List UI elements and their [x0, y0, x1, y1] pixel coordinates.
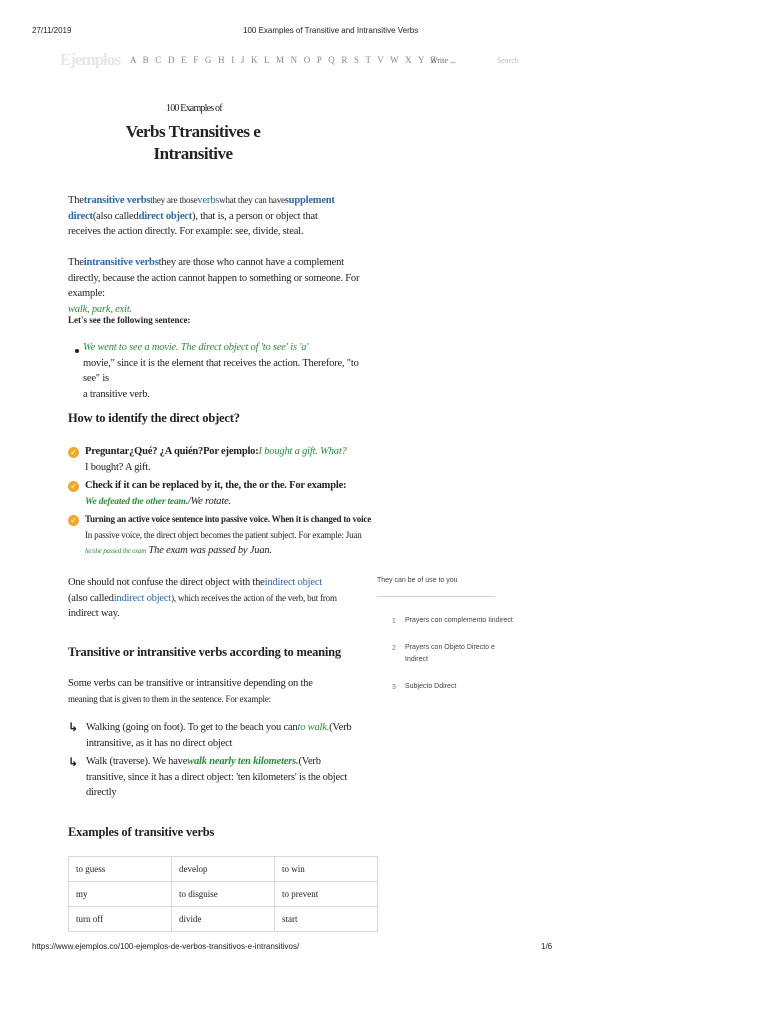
arrow-item-1	[86, 720, 376, 751]
table-cell: to guess	[69, 857, 172, 882]
arrow-text: Walk (traverse). We have	[86, 756, 188, 767]
meaning-intro	[68, 676, 368, 707]
intro-text: ), that is, a person or object that	[192, 210, 318, 222]
heading-examples: Examples of transitive verbs	[68, 825, 215, 839]
indirect-text: (also called	[68, 592, 114, 604]
table-row	[69, 907, 378, 932]
link-verbs[interactable]: verbs	[197, 195, 220, 206]
check-icon: ✓	[68, 481, 79, 492]
arrow-icon: ↳	[68, 755, 79, 769]
arrow-text: Walking (going on foot). To get to the beach you can	[86, 722, 298, 733]
lets-see-label: Let's see the following sentence:	[68, 315, 191, 325]
bullet-dot	[75, 349, 79, 353]
indirect-text: One should not confuse the direct object with the	[68, 577, 265, 588]
meaning-text: meaning that is given to them in the sentence. For example:	[68, 693, 271, 704]
sidebar-link-text: Prayers con Objeto Directo e	[405, 644, 495, 651]
table-cell: turn off	[69, 907, 172, 932]
intransitive-paragraph	[68, 255, 368, 317]
intro-text: (also called	[92, 210, 139, 222]
indirect-paragraph	[68, 575, 368, 622]
meaning-text: Some verbs can be transitive or intransitive depending on the	[68, 678, 313, 689]
search-input[interactable]: Search	[497, 56, 519, 65]
link-indirect-object[interactable]: indirect object	[264, 577, 323, 588]
bullet-item	[83, 340, 373, 402]
check-green: We defeated the other team.	[85, 496, 188, 507]
alphabet-nav[interactable]: A B C D E F G H I J K L M N O P Q R S T V W X Y Z	[130, 55, 437, 65]
sidebar-link-3[interactable]: Subjecto Ddirect	[405, 683, 457, 690]
table-cell: divide	[172, 907, 275, 932]
sidebar-divider	[377, 596, 495, 597]
sidebar-number: 3	[392, 684, 396, 691]
intrans-examples: walk, park, exit.	[68, 303, 132, 315]
arrow-text: directly	[86, 787, 117, 798]
table-cell: my	[69, 882, 172, 907]
title-line-2: Intransitive	[153, 144, 233, 163]
link-indirect-object-2[interactable]: indirect object	[113, 592, 172, 604]
sidebar-link-text: Indirect	[405, 656, 428, 663]
arrow-text: (Verb	[329, 722, 352, 733]
heading-identify: How to identify the direct object?	[68, 411, 240, 425]
intro-text: they are those	[150, 195, 198, 205]
print-date: 27/11/2019	[32, 26, 72, 35]
page-title	[98, 121, 288, 165]
intro-text: The	[68, 195, 84, 206]
check-text: In passive voice, the direct object becomes the patient subject. For example: Juan	[85, 529, 362, 540]
intro-text: receives the action directly. For example: see, divide, steal.	[68, 226, 304, 237]
sidebar-number: 1	[392, 618, 396, 625]
arrow-item-2	[86, 754, 376, 801]
print-page-number: 1/6	[541, 942, 553, 951]
indirect-text: ), which receives the action of the verb, but from	[171, 592, 337, 603]
check-bold: Turning an active voice sentence into passive voice. When it is changed to voice	[85, 514, 371, 524]
indirect-text: indirect way.	[68, 608, 120, 619]
sidebar-number: 2	[392, 645, 396, 652]
arrow-text: transitive, since it has a direct object: 'ten kilometers' is the object	[86, 771, 348, 783]
intrans-text: directly, because the action cannot happen to something or someone. For example:	[68, 272, 360, 299]
check-item-2	[85, 478, 385, 510]
link-transitive-verbs[interactable]: transitive verbs	[83, 195, 151, 206]
link-direct[interactable]: direct	[68, 210, 93, 222]
title-line-1: Verbs Ttransitives e	[125, 122, 261, 141]
bullet-text: movie," since it is the element that receives the action. Therefore, "to see" is	[83, 357, 359, 384]
check-text: I bought? A gift.	[85, 461, 151, 473]
table-cell: to prevent	[275, 882, 378, 907]
intrans-text: The	[68, 257, 84, 268]
link-intransitive-verbs[interactable]: intransitive verbs	[83, 257, 159, 268]
heading-meaning: Transitive or intransitive verbs according to meaning	[68, 645, 341, 659]
print-url: https://www.ejemplos.co/100-ejemplos-de-verbos-transitivos-e-intransitivos/	[32, 942, 300, 951]
table-cell: start	[275, 907, 378, 932]
table-row	[69, 857, 378, 882]
arrow-green: to walk.	[297, 722, 330, 733]
write-link[interactable]: Write ...	[430, 56, 456, 65]
check-item-1	[85, 444, 385, 475]
sidebar-link-1[interactable]: Prayers con complemento Iindirect	[405, 617, 513, 624]
bullet-text: a transitive verb.	[83, 388, 150, 400]
arrow-icon: ↳	[68, 720, 79, 734]
check-icon: ✓	[68, 515, 79, 526]
check-green: he/she passed the exam	[85, 547, 147, 555]
transitive-verbs-table	[68, 856, 378, 932]
check-green: I bought a gift. What?	[258, 446, 347, 457]
title-kicker: 100 Examples of	[166, 103, 222, 114]
check-bold: Preguntar¿Qué? ¿A quién?Por ejemplo:	[85, 446, 259, 457]
site-logo[interactable]: Ejemplos	[60, 50, 120, 69]
link-direct-object[interactable]: direct object	[138, 210, 193, 222]
intro-paragraph	[68, 193, 368, 240]
check-item-3	[85, 512, 385, 560]
check-icon: ✓	[68, 447, 79, 458]
table-row	[69, 882, 378, 907]
bullet-example: We went to see a movie. The direct object of 'to see' is 'a'	[83, 342, 309, 353]
arrow-text: intransitive, as it has no direct object	[86, 737, 233, 749]
sidebar-title: They can be of use to you	[377, 577, 458, 584]
arrow-text: (Verb	[298, 756, 321, 767]
table-cell: develop	[172, 857, 275, 882]
link-supplement[interactable]: supplement	[284, 195, 335, 206]
table-cell: to disguise	[172, 882, 275, 907]
check-text: /We rotate.	[187, 495, 231, 507]
print-title: 100 Examples of Transitive and Intransitive Verbs	[243, 26, 419, 35]
intrans-text: they are those who cannot have a complement	[158, 257, 344, 268]
check-bold: Check if it can be replaced by it, the, the or the. For example:	[85, 480, 347, 491]
sidebar-link-2[interactable]	[405, 642, 495, 666]
intro-text: what they can have	[219, 195, 285, 205]
arrow-green: walk nearly ten kilometers.	[187, 756, 299, 767]
table-cell: to win	[275, 857, 378, 882]
check-text: The exam was passed by Juan.	[148, 545, 272, 556]
